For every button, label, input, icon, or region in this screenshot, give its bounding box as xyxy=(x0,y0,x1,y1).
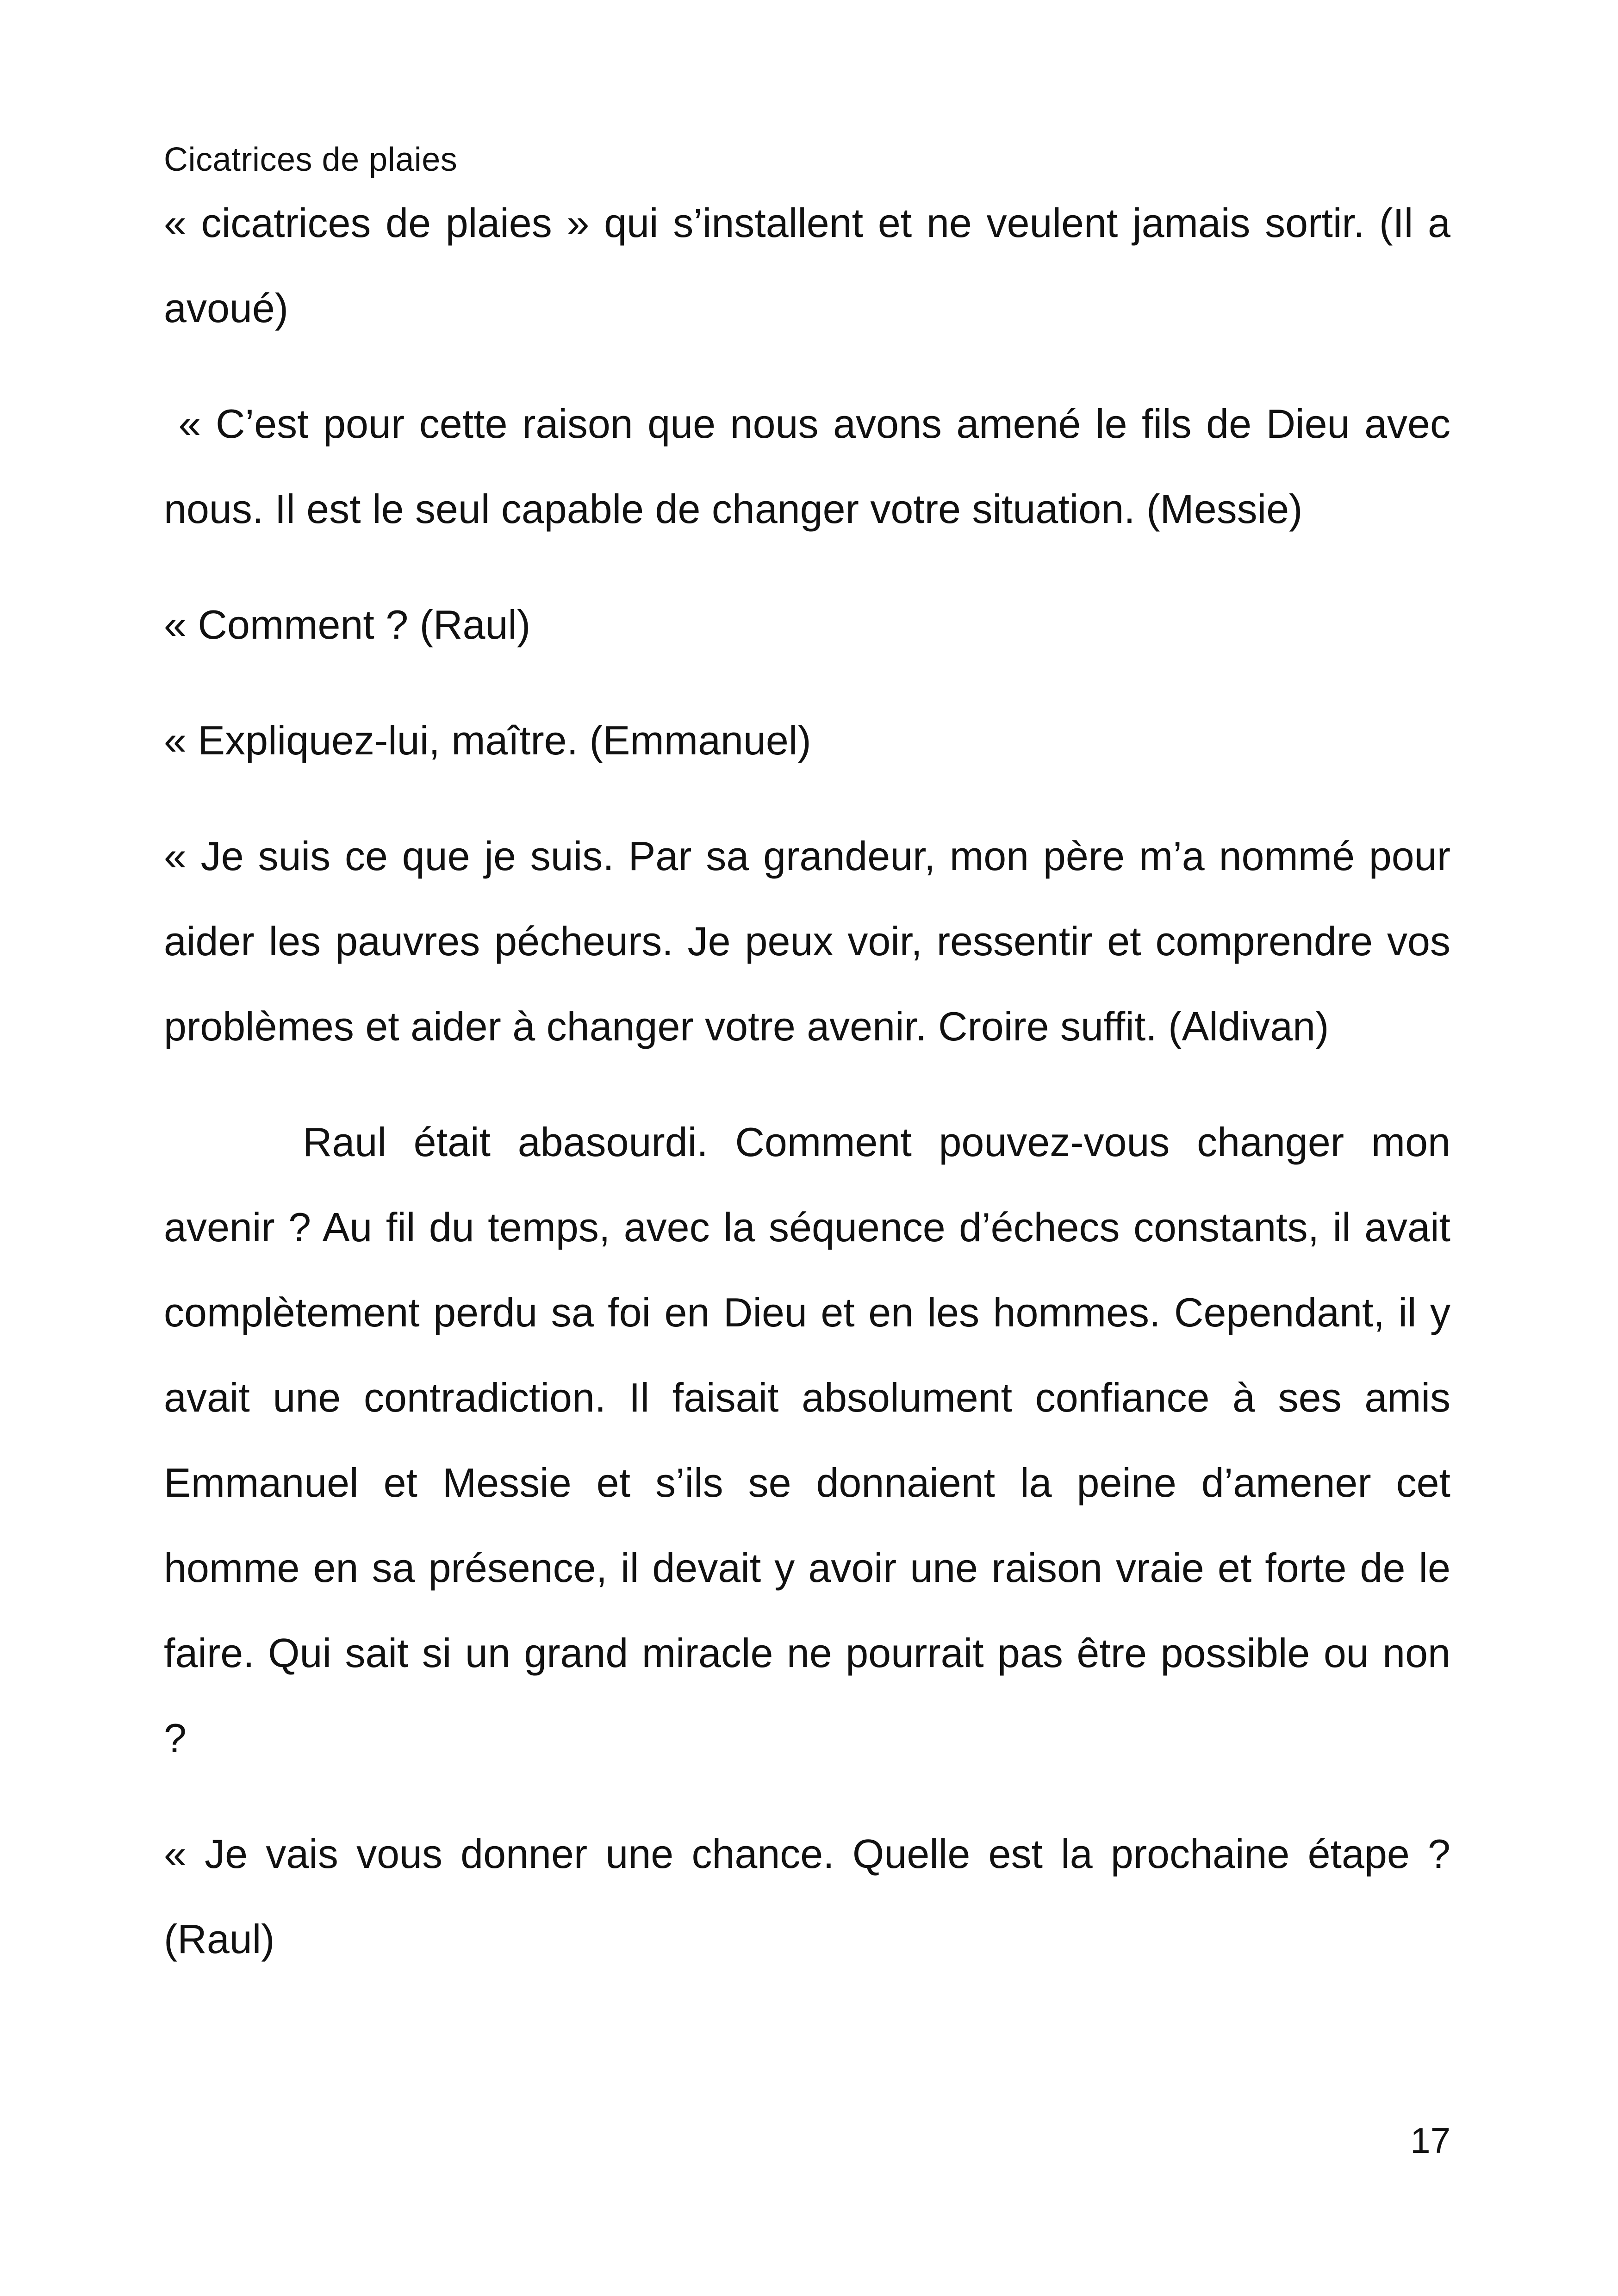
paragraph-2: « C’est pour cette raison que nous avons amené le fils de Dieu avec nous. Il est le seul capable de changer votre situation. (Messie) xyxy=(164,401,1462,532)
paragraph-5: « Je suis ce que je suis. Par sa grandeur, mon père m’a nommé pour aider les pauvres pécheurs. Je peux voir, ressentir et comprendre vos problèmes et aider à changer votre avenir. Croire suffit. (Aldivan) xyxy=(164,833,1450,1049)
paragraph-3: « Comment ? (Raul) xyxy=(164,602,531,647)
paragraph-1: « cicatrices de plaies » qui s’installent et ne veulent jamais sortir. (Il a avoué) xyxy=(164,200,1450,331)
paragraph-7: « Je vais vous donner une chance. Quelle est la prochaine étape ? (Raul) xyxy=(164,1831,1450,1962)
paragraph-6: Raul était abasourdi. Comment pouvez-vous changer mon avenir ? Au fil du temps, avec la séquence d’échecs constants, il avait complètement perdu sa foi en Dieu et en les hommes. Cependant, il y avait une contradiction. Il faisait absolument confiance à ses amis Emmanuel et Messie et s’ils se donnaient la peine d’amener cet homme en sa présence, il devait y avoir une raison vraie et forte de le faire. Qui sait si un grand miracle ne pourrait pas être possible ou non ? xyxy=(164,1119,1450,1761)
body-text xyxy=(164,180,1462,1982)
running-header-title: Cicatrices de plaies xyxy=(164,141,458,178)
paragraph-4: « Expliquez-lui, maître. (Emmanuel) xyxy=(164,717,811,763)
page-number: 17 xyxy=(1410,2120,1450,2161)
